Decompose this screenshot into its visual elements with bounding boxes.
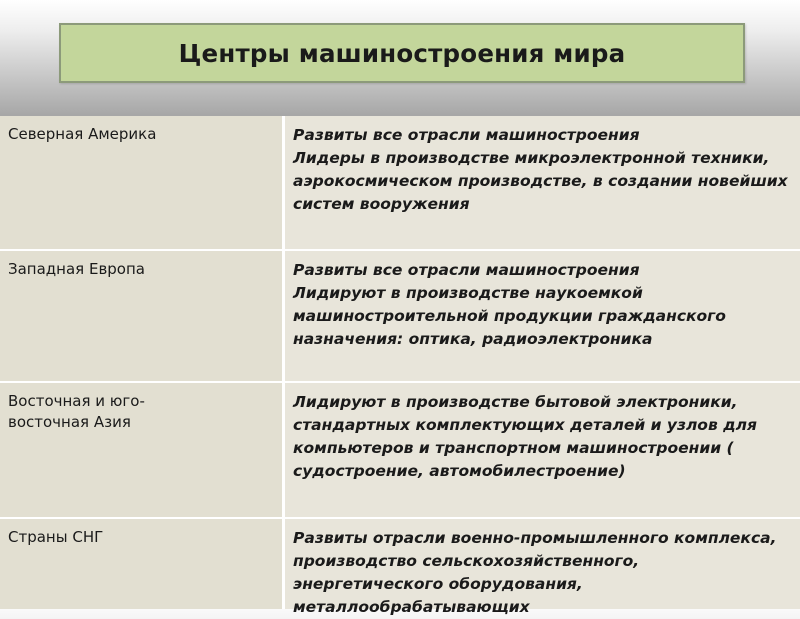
table-row-north-america	[0, 116, 800, 249]
page-title: Центры машиностроения мира	[178, 38, 626, 68]
table-row-cis	[0, 519, 800, 616]
table-row-east-asia	[0, 383, 800, 517]
region-cell: Восточная и юго- восточная Азия	[0, 383, 285, 517]
title-box	[59, 23, 745, 83]
region-cell: Западная Европа	[0, 251, 285, 381]
description-cell: Лидируют в производстве бытовой электроники, стандартных комплектующих деталей и узлов для компьютеров и транспортном машиностроении ( судостроение, автомобилестроение)	[285, 383, 800, 517]
description-cell: Развиты отрасли военно-промышленного комплекса, производство сельскохозяйственного, энергетического оборудования, металлообрабатывающих	[285, 519, 800, 609]
region-cell: Северная Америка	[0, 116, 285, 249]
region-cell: Страны СНГ	[0, 519, 285, 609]
table-row-western-europe	[0, 251, 800, 381]
description-cell: Развиты все отрасли машиностроения Лидеры в производстве микроэлектронной техники, аэрокосмическом производстве, в создании новейших систем вооружения	[285, 116, 800, 249]
regions-table	[0, 116, 800, 616]
description-cell: Развиты все отрасли машиностроения Лидируют в производстве наукоемкой машиностроительной продукции гражданского назначения: оптика, радиоэлектроника	[285, 251, 800, 381]
